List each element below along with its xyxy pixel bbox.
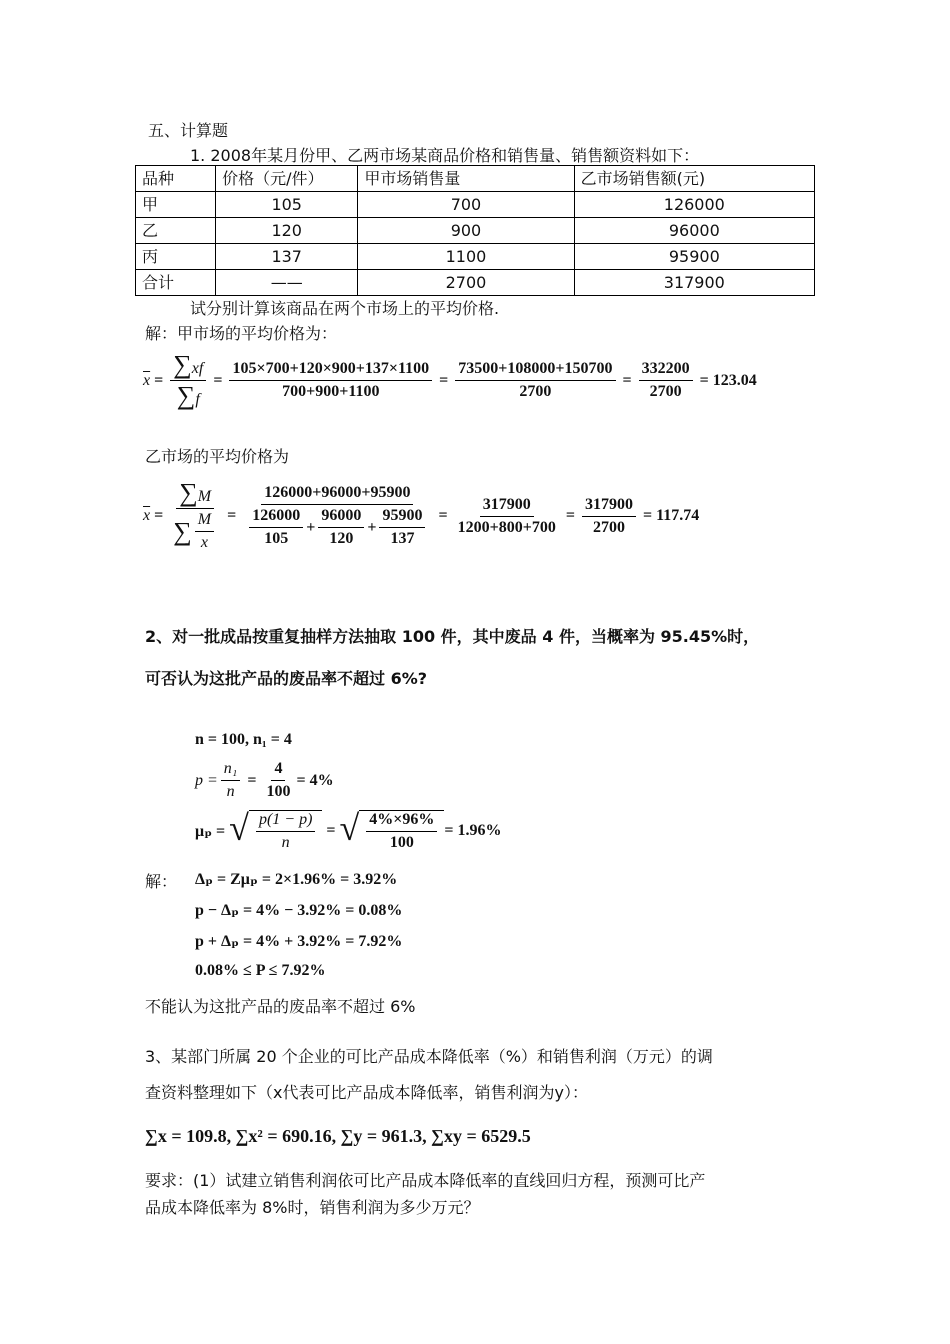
xbar-symbol: $\overline{x}$	[143, 371, 151, 389]
equals-sign: =	[326, 822, 336, 839]
table-header: 乙市场销售额(元)	[574, 166, 814, 192]
table-row-total	[136, 270, 815, 296]
table-cell: 96000	[574, 218, 814, 244]
denominator: 120	[329, 530, 354, 547]
q2-line-range: 0.08% ≤ P ≤ 7.92%	[195, 962, 326, 979]
sum-m-over-sum-m-x	[170, 480, 220, 552]
q2-mu-formula	[195, 810, 502, 852]
equals-sign: =	[439, 371, 449, 389]
jia-result: 123.04	[712, 371, 757, 389]
q2-line-delta: Δₚ = Zμₚ = 2×1.96% = 3.92%	[195, 871, 398, 888]
q3-sums: ∑x = 109.8, ∑x² = 690.16, ∑y = 961.3, ∑xy = 6529.5	[145, 1126, 531, 1146]
sqrt-sign: √	[229, 808, 249, 848]
equals-sign: =	[154, 507, 164, 524]
equals-sign: =	[565, 507, 575, 524]
table-cell: 合计	[136, 270, 216, 296]
table-cell: 120	[216, 218, 358, 244]
numerator: p(1 − p)	[256, 811, 315, 832]
q3-requirement-line1: 要求：(1）试建立销售利润依可比产品成本降低率的直线回归方程，预测可比产	[145, 1171, 706, 1190]
yi-result: 117.74	[656, 507, 700, 524]
equals-sign: =	[438, 507, 448, 524]
xbar-symbol: $\overline{x}$	[143, 507, 151, 524]
table-header: 价格（元/件）	[216, 166, 358, 192]
equals-sign: =	[642, 507, 653, 524]
denominator: 100	[389, 834, 414, 851]
q2-line-minus: p − Δₚ = 4% − 3.92% = 0.08%	[195, 902, 403, 919]
sum-symbol: ∑	[179, 478, 198, 507]
table-row	[136, 192, 815, 218]
q3-requirement-line2: 品成本降低率为 8%时，销售利润为多少万元？	[145, 1198, 480, 1217]
denominator: 700+900+1100	[282, 383, 380, 400]
table-header: 品种	[136, 166, 216, 192]
numerator: 126000+96000+95900	[261, 484, 413, 505]
jia-formula	[143, 352, 757, 409]
plus-sign: +	[306, 518, 316, 536]
equals-sign: =	[227, 507, 237, 524]
denominator: n	[281, 834, 290, 851]
numerator: n₁	[221, 760, 241, 781]
q2-p-formula	[195, 760, 334, 801]
p-lhs: p =	[195, 771, 218, 789]
numerator: 73500+108000+150700	[455, 360, 615, 381]
table-cell: 900	[358, 218, 574, 244]
yi-formula	[143, 480, 699, 552]
q2-line-plus: p + Δₚ = 4% + 3.92% = 7.92%	[195, 933, 403, 950]
x-symbol: x	[200, 534, 208, 551]
table-header-row	[136, 166, 815, 192]
m-symbol: M	[197, 488, 212, 505]
fraction-step2	[455, 496, 559, 537]
table-cell: 2700	[358, 270, 574, 296]
table-cell: 126000	[574, 192, 814, 218]
plus-sign: +	[367, 518, 377, 536]
table-row	[136, 218, 815, 244]
table-header: 甲市场销售量	[358, 166, 574, 192]
table-cell: 乙	[136, 218, 216, 244]
denominator: 1200+800+700	[457, 518, 556, 536]
q2-solution-label: 解：	[145, 872, 178, 891]
denominator: 2700	[519, 383, 552, 400]
equals-sign: =	[154, 371, 164, 389]
fraction-step3	[639, 360, 693, 401]
numerator: 96000	[318, 507, 364, 528]
numerator: 317900	[582, 496, 636, 517]
table-cell: 95900	[574, 244, 814, 270]
q2-line-n: n = 100, n₁ = 4	[195, 731, 292, 748]
denominator: 2700	[649, 383, 682, 400]
mu-lhs: μₚ =	[195, 823, 226, 840]
xf-symbol: xf	[191, 360, 204, 377]
q2-prompt-line2: 可否认为这批产品的废品率不超过 6%?	[145, 669, 428, 688]
sum-symbol: ∑	[173, 516, 192, 546]
denominator: 137	[390, 530, 415, 547]
sum-symbol: ∑	[173, 350, 192, 379]
q1-solution-label: 解：甲市场的平均价格为：	[145, 324, 338, 343]
sum-xf-over-sum-f	[170, 352, 206, 409]
table-cell: 317900	[574, 270, 814, 296]
equals-sign: =	[622, 371, 632, 389]
equals-sign: =	[213, 371, 223, 389]
sum-symbol: ∑	[176, 381, 196, 410]
numerator: 126000	[249, 507, 303, 528]
fraction-step1	[229, 360, 432, 401]
f-symbol: f	[195, 391, 200, 408]
table-cell: 105	[216, 192, 358, 218]
table-cell: ——	[216, 270, 358, 296]
q2-prompt-line1: 2、对一批成品按重复抽样方法抽取 100 件，其中废品 4 件，当概率为 95.45%时，	[145, 627, 760, 646]
table-cell: 甲	[136, 192, 216, 218]
p-result: = 4%	[296, 771, 334, 789]
q3-prompt-line1: 3、某部门所属 20 个企业的可比产品成本降低率（%）和销售利润（万元）的调	[145, 1047, 713, 1066]
fraction-step1	[243, 484, 431, 548]
yi-label: 乙市场的平均价格为	[145, 447, 290, 466]
section-title: 五、计算题	[148, 121, 229, 140]
fraction-step3	[582, 496, 636, 537]
table-cell: 丙	[136, 244, 216, 270]
numerator: 4	[271, 760, 285, 781]
equals-sign: =	[247, 771, 257, 789]
denominator: 100	[266, 783, 291, 800]
denominator: n	[226, 783, 235, 800]
equals-sign: =	[699, 371, 709, 389]
table-cell: 1100	[358, 244, 574, 270]
q3-prompt-line2: 查资料整理如下（x代表可比产品成本降低率，销售利润为y）：	[145, 1083, 588, 1102]
price-sales-table	[135, 165, 815, 296]
numerator: 4%×96%	[366, 811, 437, 832]
q1-task: 试分别计算该商品在两个市场上的平均价格.	[190, 299, 500, 318]
table-cell: 137	[216, 244, 358, 270]
m-symbol: M	[195, 511, 214, 532]
q1-prompt: 1. 2008年某月份甲、乙两市场某商品价格和销售量、销售额资料如下：	[190, 146, 700, 165]
table-row	[136, 244, 815, 270]
fraction-step2	[455, 360, 615, 401]
denominator: 105	[264, 530, 289, 547]
sqrt-sign: √	[339, 808, 360, 848]
denominator: 2700	[592, 518, 625, 536]
mu-result: = 1.96%	[444, 822, 502, 839]
numerator: 332200	[639, 360, 693, 381]
numerator: 95900	[379, 507, 425, 528]
numerator: 105×700+120×900+137×1100	[229, 360, 432, 381]
numerator: 317900	[480, 496, 534, 517]
q2-conclusion: 不能认为这批产品的废品率不超过 6%	[145, 997, 416, 1016]
table-cell: 700	[358, 192, 574, 218]
